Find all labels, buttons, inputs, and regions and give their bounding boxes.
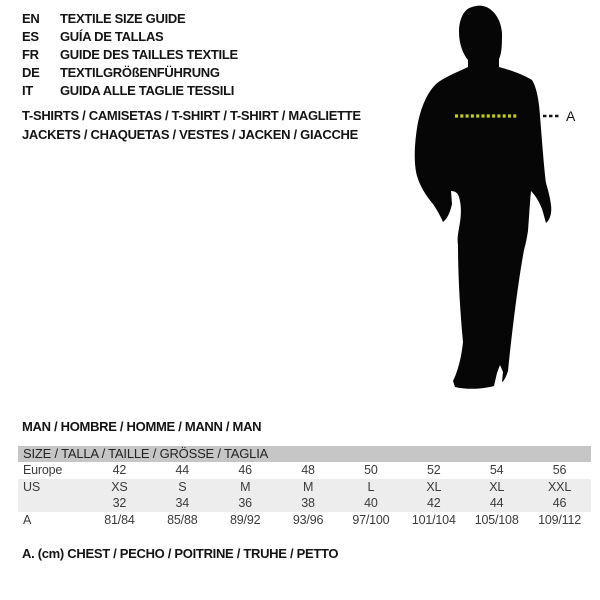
size-cell: XS (111, 479, 128, 494)
size-cell: S (178, 479, 187, 494)
language-row-fr (22, 46, 238, 64)
size-cell: XL (426, 479, 442, 494)
size-cell: 85/88 (167, 512, 198, 527)
size-cell: 32 (112, 496, 127, 511)
row-label: Europe (23, 463, 63, 478)
language-title: GUIDE DES TAILLES TEXTILE (60, 47, 238, 62)
size-cell: 54 (489, 463, 504, 478)
language-code: EN (22, 11, 40, 26)
tshirts-line: T-SHIRTS / CAMISETAS / T-SHIRT / T-SHIRT / MAGLIETTE (22, 108, 361, 123)
size-cell: 36 (238, 496, 252, 511)
language-code: IT (22, 83, 33, 98)
table-row-europe (18, 462, 591, 479)
measure-label-a: A (566, 108, 576, 124)
size-cell: 56 (552, 463, 567, 478)
table-row-us (18, 479, 591, 496)
size-cell: M (302, 479, 314, 494)
row-label: US (23, 479, 40, 494)
size-cell: 42 (427, 496, 441, 511)
chest-measure-footnote: A. (cm) CHEST / PECHO / POITRINE / TRUHE / PETTO (22, 546, 339, 561)
size-table-header: SIZE / TALLA / TAILLE / GRÖSSE / TAGLIA (18, 446, 591, 462)
language-code: DE (22, 65, 40, 80)
size-cell: XL (489, 479, 505, 494)
language-code: FR (22, 47, 39, 62)
size-cell: M (240, 479, 251, 494)
size-cell: 93/96 (292, 512, 324, 527)
table-row-us-numeric (18, 495, 591, 512)
size-cell: 89/92 (230, 512, 261, 527)
size-cell: L (367, 479, 375, 494)
language-title: GUÍA DE TALLAS (60, 29, 164, 44)
man-silhouette-shape (415, 6, 552, 389)
size-table (18, 446, 591, 528)
table-row-chest-a (18, 512, 591, 529)
size-cell: 50 (364, 463, 378, 478)
language-title: TEXTILGRÖßENFÜHRUNG (60, 65, 220, 80)
language-row-en (22, 10, 238, 28)
product-categories (22, 107, 361, 144)
language-row-es (22, 28, 238, 46)
size-cell: 97/100 (352, 512, 390, 527)
man-silhouette-figure (398, 0, 598, 400)
language-row-de (22, 64, 238, 82)
size-cell: 81/84 (104, 512, 135, 527)
size-cell: 44 (489, 496, 504, 511)
size-cell: 101/104 (411, 512, 456, 527)
size-cell: 109/112 (538, 512, 581, 527)
size-cell: 40 (364, 496, 378, 511)
section-title-man: MAN / HOMBRE / HOMME / MANN / MAN (22, 419, 262, 434)
size-cell: 44 (175, 463, 190, 478)
row-label: A (23, 512, 32, 527)
size-cell: 52 (427, 463, 441, 478)
size-cell: 34 (175, 496, 190, 511)
size-cell: 46 (552, 496, 567, 511)
language-title: GUIDA ALLE TAGLIE TESSILI (60, 83, 235, 98)
size-cell: 46 (238, 463, 252, 478)
size-cell: XXL (548, 479, 572, 494)
man-silhouette-svg (398, 0, 598, 400)
jackets-line: JACKETS / CHAQUETAS / VESTES / JACKEN / GIACCHE (22, 126, 358, 142)
size-cell: 42 (112, 463, 127, 478)
language-list (22, 10, 238, 100)
language-title: TEXTILE SIZE GUIDE (60, 11, 186, 26)
size-cell: 38 (301, 496, 315, 511)
language-code: ES (22, 29, 39, 44)
size-cell: 105/108 (474, 512, 519, 527)
language-row-it (22, 82, 238, 100)
size-cell: 48 (301, 463, 315, 478)
